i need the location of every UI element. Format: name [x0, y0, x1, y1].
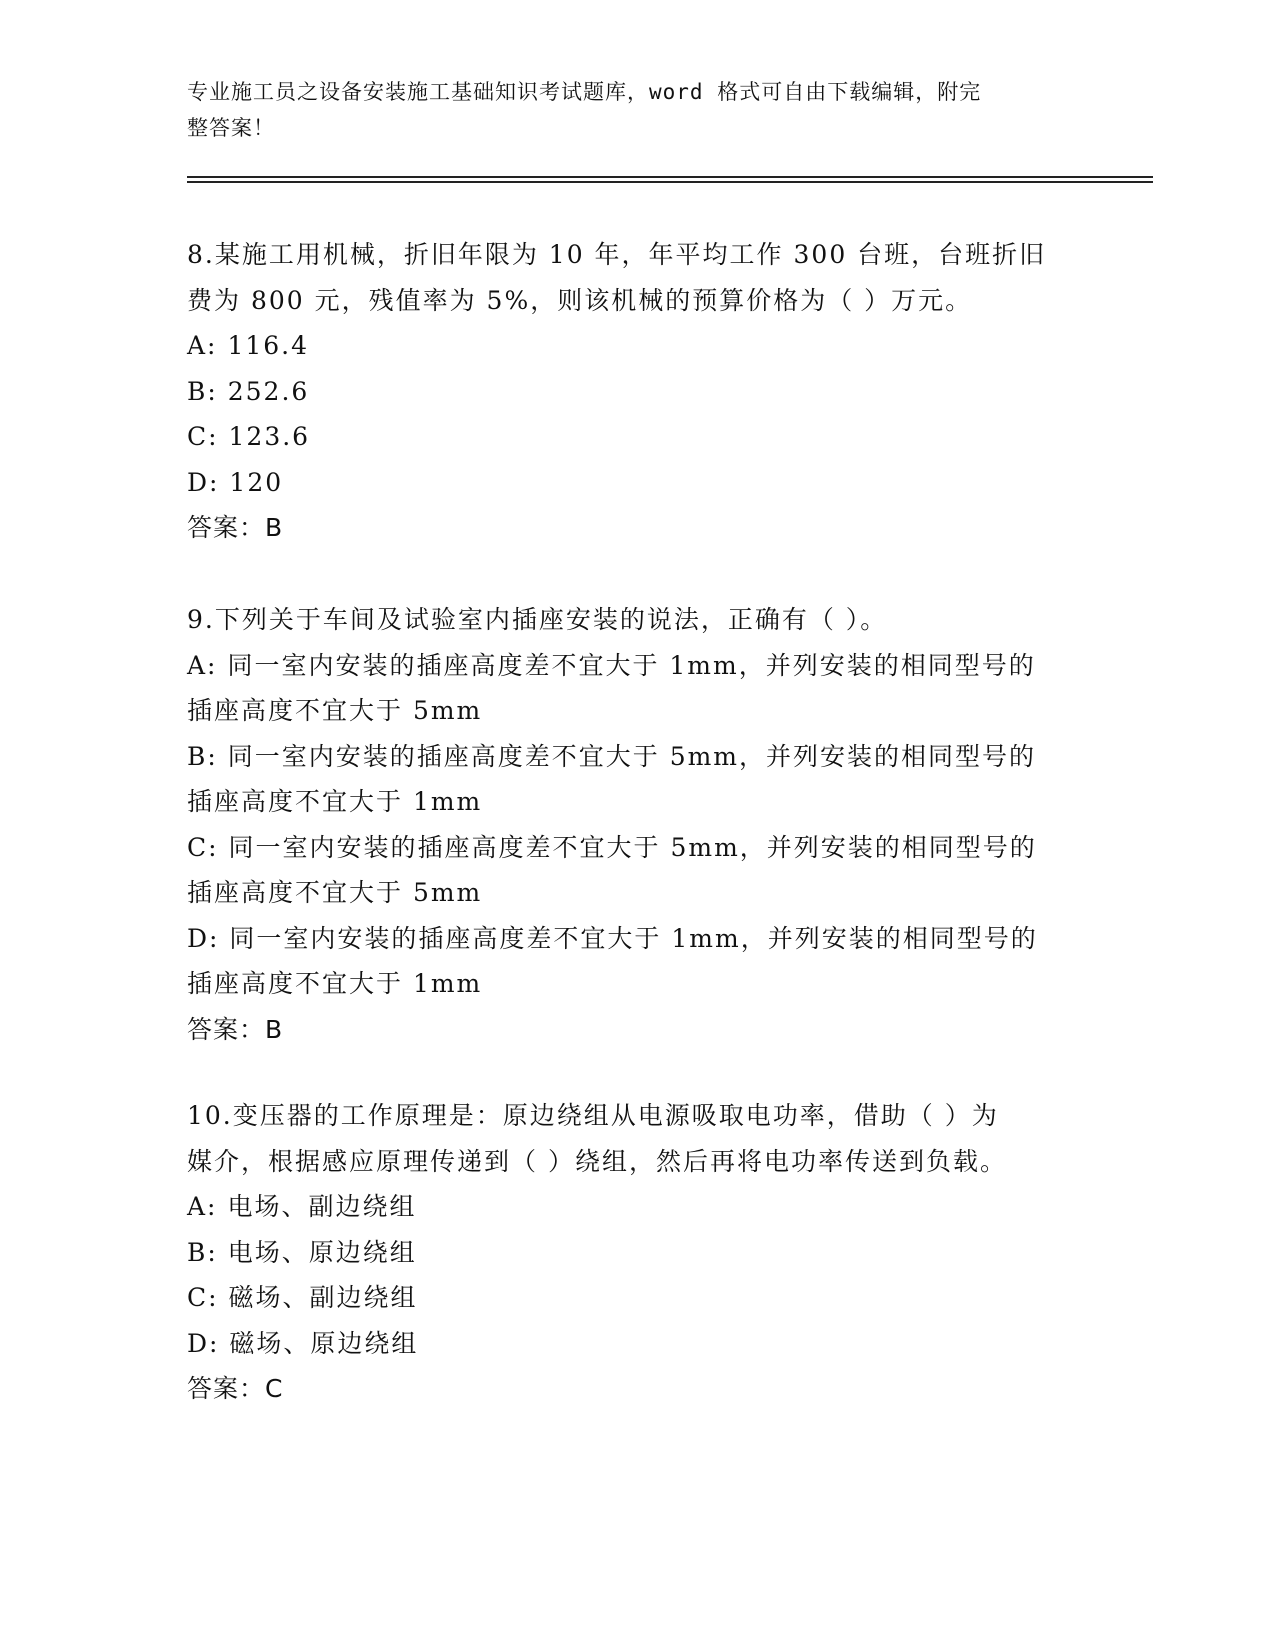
option-d [187, 1321, 1087, 1367]
option-label: C: [187, 422, 219, 451]
option-b [187, 1230, 1087, 1276]
option-text: 同一室内安装的插座高度差不宜大于 5mm，并列安装的相同型号的 [228, 832, 1037, 862]
option-label: C: [187, 832, 219, 862]
option-label: D: [187, 923, 220, 953]
question-stem-line: 媒介，根据感应原理传递到（ ）绕组，然后再将电功率传送到负载。 [187, 1146, 1007, 1176]
answer-line: 答案：B [187, 513, 284, 542]
option-text: 同一室内安装的插座高度差不宜大于 1mm，并列安装的相同型号的 [229, 923, 1038, 953]
option-c [187, 825, 1087, 871]
header-line-2: 整答案！ [187, 116, 275, 140]
option-text: 磁场、原边绕组 [229, 1328, 419, 1358]
option-label: A: [187, 650, 218, 680]
option-text: 123.6 [228, 422, 311, 451]
option-text: 磁场、副边绕组 [228, 1283, 418, 1312]
option-a-continuation: 插座高度不宜大于 5mm [187, 696, 483, 725]
option-a [187, 323, 1087, 369]
option-d [187, 460, 1087, 506]
option-text: 电场、原边绕组 [227, 1237, 417, 1267]
option-a [187, 643, 1087, 689]
document-header [187, 74, 1067, 146]
question-10 [187, 1093, 1087, 1412]
option-c-continuation: 插座高度不宜大于 5mm [187, 878, 483, 907]
question-stem-line: 费为 800 元，残值率为 5%，则该机械的预算价格为（ ）万元。 [187, 285, 973, 315]
option-label: D: [187, 467, 220, 497]
option-c [187, 414, 1087, 460]
question-stem-line: 9.下列关于车间及试验室内插座安装的说法，正确有（ ）。 [187, 605, 888, 634]
answer-line: 答案：C [187, 1374, 284, 1403]
option-text: 116.4 [227, 331, 310, 360]
option-label: B: [187, 376, 218, 406]
answer-line: 答案：B [187, 1014, 284, 1044]
option-c [187, 1275, 1087, 1321]
option-d-continuation: 插座高度不宜大于 1mm [187, 969, 483, 998]
option-text: 252.6 [227, 376, 310, 406]
option-d [187, 916, 1087, 962]
option-text: 电场、副边绕组 [227, 1192, 417, 1221]
option-label: B: [187, 741, 218, 771]
option-text: 同一室内安装的插座高度差不宜大于 5mm，并列安装的相同型号的 [227, 741, 1037, 771]
option-label: A: [187, 331, 218, 360]
option-b [187, 734, 1087, 780]
option-label: D: [187, 1328, 220, 1358]
header-divider-bottom [187, 181, 1153, 183]
question-stem-line: 8.某施工用机械，折旧年限为 10 年，年平均工作 300 台班，台班折旧 [187, 240, 1047, 269]
option-text: 120 [229, 467, 284, 497]
option-b [187, 369, 1087, 415]
question-9 [187, 597, 1087, 1052]
option-b-continuation: 插座高度不宜大于 1mm [187, 787, 483, 816]
option-label: B: [187, 1237, 218, 1267]
option-text: 同一室内安装的插座高度差不宜大于 1mm，并列安装的相同型号的 [227, 650, 1036, 680]
question-stem-line: 10.变压器的工作原理是：原边绕组从电源吸取电功率，借助（ ）为 [187, 1101, 999, 1130]
header-divider-top [187, 176, 1153, 178]
option-label: C: [187, 1283, 219, 1312]
option-a [187, 1184, 1087, 1230]
question-8 [187, 232, 1087, 551]
option-label: A: [187, 1192, 218, 1221]
header-line-1: 专业施工员之设备安装施工基础知识考试题库，word 格式可自由下载编辑，附完 [187, 80, 982, 104]
